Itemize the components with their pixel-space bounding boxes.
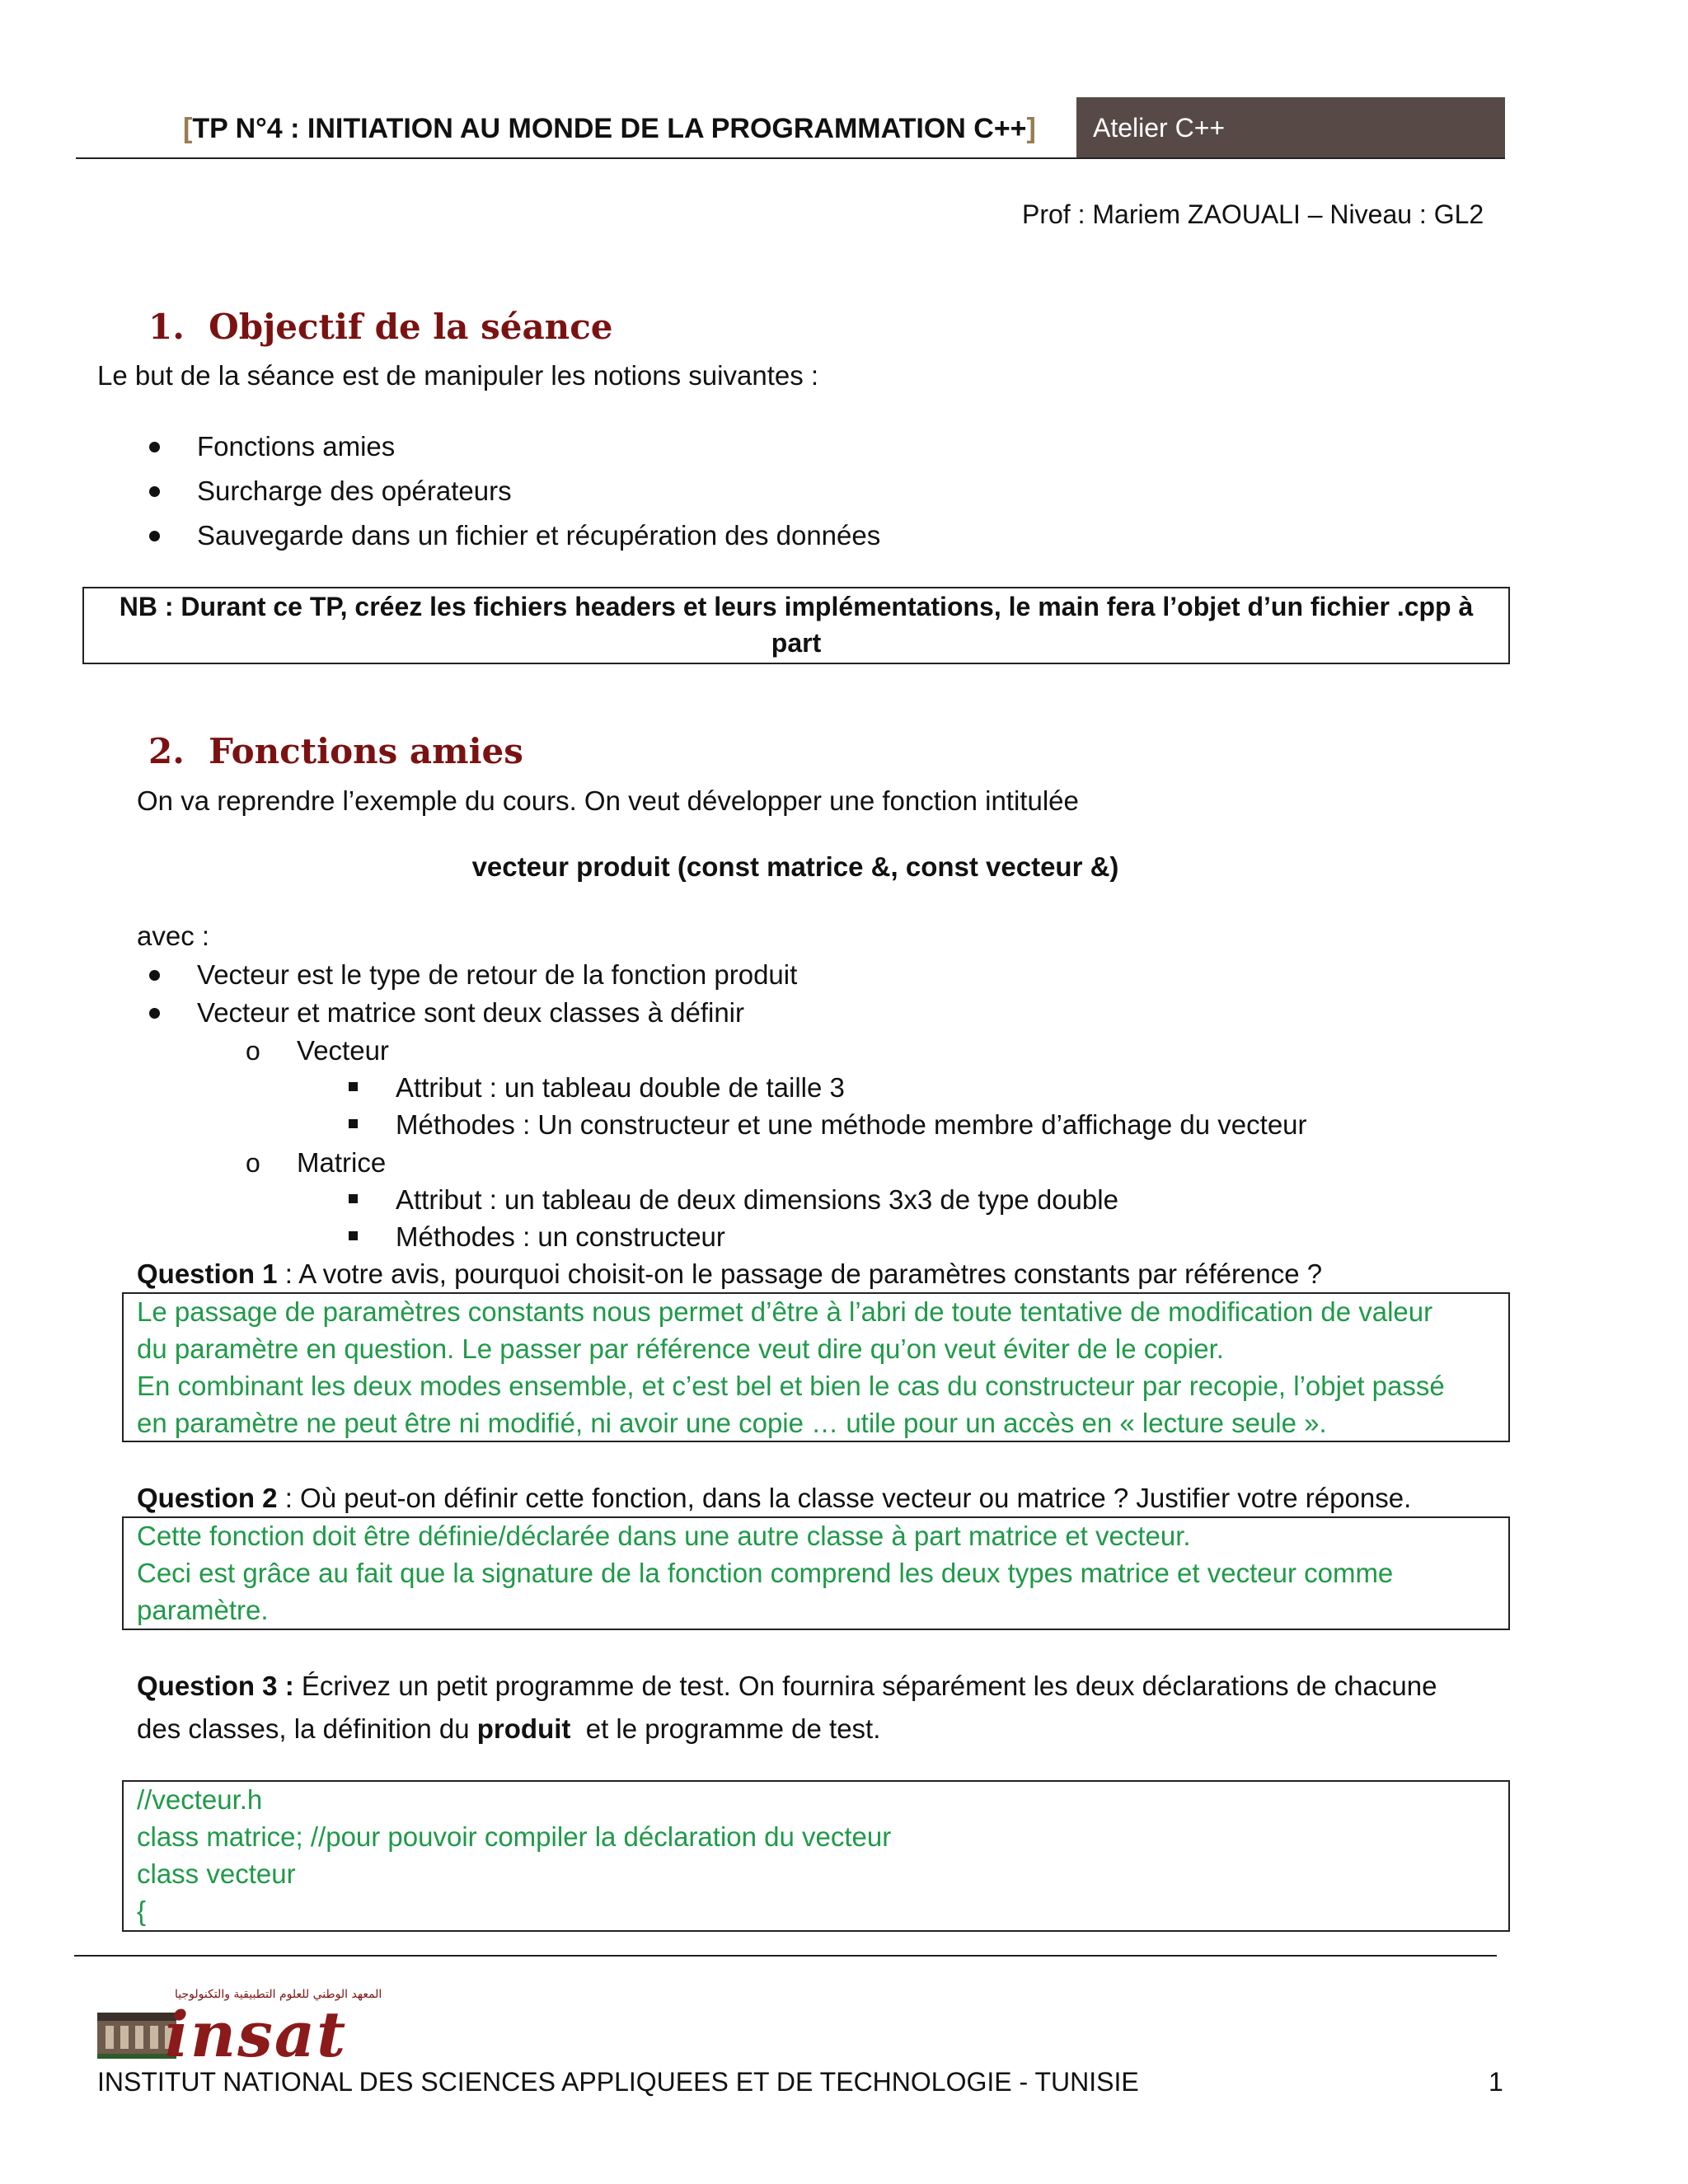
answer-2-box bbox=[122, 1516, 1510, 1630]
code-line: { bbox=[137, 1896, 147, 1926]
objective-item: Sauvegarde dans un fichier et récupération des données bbox=[197, 520, 881, 551]
answer-2-line: Ceci est grâce au fait que la signature de la fonction comprend les deux types matrice et vecteur comme bbox=[137, 1558, 1394, 1588]
bullet-icon bbox=[149, 970, 160, 981]
document-title bbox=[183, 110, 1036, 147]
question-2-text: : Où peut-on définir cette fonction, dans la classe vecteur ou matrice ? Justifier votre réponse. bbox=[277, 1483, 1412, 1513]
question-1-label: Question 1 bbox=[137, 1258, 278, 1289]
question-3-label: Question 3 : bbox=[137, 1671, 294, 1701]
prof-line: Prof : Mariem ZAOUALI – Niveau : GL2 bbox=[1022, 199, 1484, 229]
code-box bbox=[122, 1780, 1510, 1932]
title-bracket-close: ] bbox=[1026, 113, 1036, 144]
question-1-text: : A votre avis, pourquoi choisit-on le passage de paramètres constants par référence ? bbox=[277, 1258, 1323, 1289]
title-text: TP N°4 : INITIATION AU MONDE DE LA PROGRAMMATION C++ bbox=[192, 113, 1027, 144]
footer-rule bbox=[74, 1955, 1497, 1957]
answer-1-line: en paramètre ne peut être ni modifié, ni avoir une copie … utile pour un accès en « lecture seule ». bbox=[137, 1408, 1327, 1438]
course-badge-label: Atelier C++ bbox=[1093, 113, 1226, 143]
answer-2-line: Cette fonction doit être définie/déclarée dans une autre classe à part matrice et vecteur. bbox=[137, 1521, 1191, 1551]
answer-1-line: Le passage de paramètres constants nous permet d’être à l’abri de toute tentative de modification de valeur bbox=[137, 1296, 1433, 1327]
section2-number: 2. bbox=[148, 731, 185, 771]
matrice-label: Matrice bbox=[297, 1147, 387, 1178]
section1-number: 1. bbox=[148, 307, 185, 347]
question-1 bbox=[137, 1256, 1322, 1292]
bullet-icon bbox=[149, 531, 160, 541]
circle-bullet-icon: o bbox=[246, 1036, 260, 1066]
nb-line-1: NB : Durant ce TP, créez les fichiers headers et leurs implémentations, le main fera l’objet d’un fichier .cpp à bbox=[119, 592, 1474, 621]
question-3 bbox=[137, 1668, 1437, 1704]
section1-heading bbox=[148, 307, 613, 347]
answer-1-line: du paramètre en question. Le passer par référence veut dire qu’on veut éviter de le copier. bbox=[137, 1333, 1224, 1364]
question-2 bbox=[137, 1480, 1411, 1516]
section2-intro: On va reprendre l’exemple du cours. On veut développer une fonction intitulée bbox=[137, 785, 1079, 816]
logo-wordmark: insat bbox=[165, 1998, 348, 2071]
square-bullet-icon bbox=[349, 1194, 358, 1203]
code-line: class vecteur bbox=[137, 1858, 296, 1889]
section1-intro: Le but de la séance est de manipuler les notions suivantes : bbox=[97, 360, 819, 391]
page-number: 1 bbox=[1489, 2067, 1503, 2097]
square-bullet-icon bbox=[349, 1082, 358, 1091]
circle-bullet-icon: o bbox=[246, 1148, 260, 1178]
section2-item: Vecteur est le type de retour de la fonction produit bbox=[197, 959, 798, 990]
nb-line-2: part bbox=[771, 628, 822, 658]
matrice-item: Méthodes : un constructeur bbox=[396, 1221, 725, 1252]
answer-1-box bbox=[122, 1292, 1510, 1442]
logo-arabic-text: المعهد الوطني للعلوم التطبيقية والتكنولوجيا bbox=[175, 1988, 382, 2001]
bullet-icon bbox=[149, 442, 160, 452]
vecteur-label: Vecteur bbox=[297, 1035, 389, 1066]
institute-name: INSTITUT NATIONAL DES SCIENCES APPLIQUEES ET DE TECHNOLOGIE - TUNISIE bbox=[97, 2067, 1139, 2097]
question-2-label: Question 2 bbox=[137, 1483, 278, 1513]
avec-label: avec : bbox=[137, 921, 210, 951]
nb-box bbox=[82, 587, 1510, 664]
question-3-text-a: des classes, la définition du bbox=[137, 1713, 477, 1744]
section2-item: Vecteur et matrice sont deux classes à définir bbox=[197, 997, 744, 1028]
bullet-icon bbox=[149, 486, 160, 497]
objective-item: Surcharge des opérateurs bbox=[197, 476, 512, 506]
insat-logo bbox=[96, 1988, 382, 2071]
section2-title: Fonctions amies bbox=[209, 731, 523, 771]
title-bracket-open: [ bbox=[183, 113, 193, 144]
function-signature: vecteur produit (const matrice &, const vecteur &) bbox=[471, 851, 1119, 882]
square-bullet-icon bbox=[349, 1119, 358, 1128]
answer-2-line: paramètre. bbox=[137, 1595, 269, 1625]
vecteur-item: Attribut : un tableau double de taille 3 bbox=[396, 1072, 845, 1103]
code-line: class matrice; //pour pouvoir compiler la déclaration du vecteur bbox=[137, 1821, 892, 1852]
square-bullet-icon bbox=[349, 1231, 358, 1240]
objective-item: Fonctions amies bbox=[197, 431, 396, 462]
course-badge bbox=[1076, 97, 1505, 158]
answer-1-line: En combinant les deux modes ensemble, et c’est bel et bien le cas du constructeur par recopie, l’objet passé bbox=[137, 1371, 1445, 1401]
header-rule bbox=[76, 157, 1505, 159]
code-line: //vecteur.h bbox=[137, 1784, 263, 1815]
question-3-continued bbox=[137, 1711, 880, 1747]
question-3-text-b: produit bbox=[476, 1713, 571, 1744]
vecteur-item: Méthodes : Un constructeur et une méthode membre d’affichage du vecteur bbox=[396, 1109, 1307, 1140]
question-3-text: Écrivez un petit programme de test. On fournira séparément les deux déclarations de chacune bbox=[293, 1671, 1437, 1701]
question-3-text-c: et le programme de test. bbox=[570, 1713, 881, 1744]
section1-title: Objectif de la séance bbox=[209, 307, 613, 347]
matrice-item: Attribut : un tableau de deux dimensions 3x3 de type double bbox=[396, 1184, 1118, 1215]
bullet-icon bbox=[149, 1008, 160, 1019]
section2-heading bbox=[148, 731, 523, 771]
